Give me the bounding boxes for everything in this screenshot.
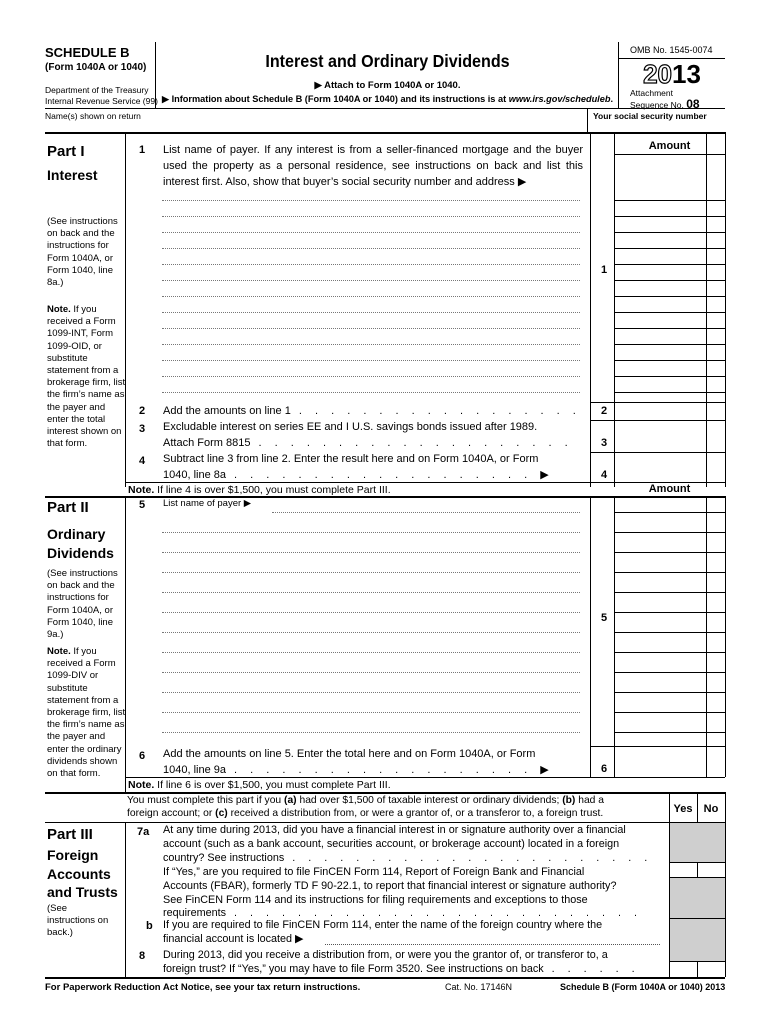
line6-number: 6: [139, 750, 146, 762]
payer-row[interactable]: [162, 328, 580, 329]
fbar-no-checkbox[interactable]: [698, 905, 725, 918]
line7a-text-4: If “Yes,” are you required to file FinCEN Form 114, Report of Foreign Bank and Financial: [163, 866, 585, 878]
tax-year: 2013: [643, 59, 701, 89]
payer-row[interactable]: [162, 532, 580, 533]
payer-row[interactable]: [162, 344, 580, 345]
fbar-yes-checkbox[interactable]: [670, 905, 697, 918]
part2-amount-header: Amount: [648, 483, 691, 495]
line7a-number: 7a: [137, 826, 150, 838]
info-instruction: ▶ Information about Schedule B (Form 1040A or 1040) and its instructions is at www.irs.gov/scheduleb.: [161, 94, 614, 104]
line7a-text-1: At any time during 2013, did you have a financial interest in or signature authority over a financial: [163, 824, 626, 836]
line6-note: Note. If line 6 is over $1,500, you must complete Part III.: [128, 779, 391, 791]
sequence-number: 08: [686, 97, 700, 111]
payer-row[interactable]: [162, 732, 580, 733]
line2-text: Add the amounts on line 1 . . . . . . . . . . . . . . . . . .: [163, 405, 581, 417]
omb-number: OMB No. 1545-0074: [630, 45, 713, 55]
payer-row[interactable]: [162, 572, 580, 573]
line3-number: 3: [139, 423, 146, 435]
line8-yes-checkbox[interactable]: [670, 962, 697, 977]
form-label: (Form 1040A or 1040): [45, 62, 147, 73]
line8-number: 8: [139, 950, 146, 962]
line5-amount-field[interactable]: [615, 497, 705, 745]
payer-row[interactable]: [162, 552, 580, 553]
payer-row[interactable]: [162, 632, 580, 633]
payer-row[interactable]: [162, 248, 580, 249]
payer-row[interactable]: [162, 612, 580, 613]
form-title: Interest and Ordinary Dividends: [265, 51, 510, 71]
line7a-yes-checkbox[interactable]: [670, 863, 697, 877]
line7a-no-checkbox[interactable]: [698, 863, 725, 877]
line7b-text-1: If you are required to file FinCEN Form 114, enter the name of the foreign country where the: [163, 919, 603, 931]
payer-row[interactable]: [162, 200, 580, 201]
line6-box: 6: [600, 763, 608, 775]
footer-form-id: Schedule B (Form 1040A or 1040) 2013: [560, 982, 726, 992]
payer-row[interactable]: [162, 264, 580, 265]
payer-row[interactable]: [162, 712, 580, 713]
names-field[interactable]: [45, 110, 587, 132]
payer-row[interactable]: [162, 672, 580, 673]
line4-text-b: 1040, line 8a . . . . . . . . . . . . . . . . . . . ▶: [163, 469, 554, 481]
line7b-number: b: [146, 920, 153, 932]
part3-side-instructions: (See instructions on back.): [47, 903, 109, 939]
part3-subtitle2: Accounts: [47, 866, 111, 882]
ssn-label: Your social security number: [593, 111, 707, 121]
line1-text: List name of payer. If any interest is from a seller-financed mortgage and the buyer used the property as a personal residence, see instructions on back and list this interest first. Also, show that buyer’s social security number and address ▶: [163, 144, 583, 188]
payer-row[interactable]: [272, 512, 580, 513]
line7a-text-7: requirements . . . . . . . . . . . . . . . . . . . . . . . . . .: [163, 907, 643, 919]
dept-line2: Internal Revenue Service (99): [45, 96, 158, 106]
line6-amount-field[interactable]: [615, 747, 705, 776]
line4-box: 4: [600, 469, 608, 481]
part3-title: Part III: [47, 826, 93, 843]
attach-instruction: ▶ Attach to Form 1040A or 1040.: [314, 80, 461, 91]
footer-cat-number: Cat. No. 17146N: [445, 982, 513, 992]
payer-row[interactable]: [162, 652, 580, 653]
schedule-label: SCHEDULE B: [45, 45, 130, 60]
line7a-text-3: country? See instructions . . . . . . . . . . . . . . . . . . . . . . .: [163, 852, 653, 864]
line8-text-1: During 2013, did you receive a distribution from, or were you the grantor of, or transferor to, a: [163, 949, 608, 961]
line4-note: Note. If line 4 is over $1,500, you must complete Part III.: [128, 484, 391, 496]
line7a-text-5: Accounts (FBAR), formerly TD F 90-22.1, to report that financial interest or signature authority?: [163, 880, 617, 892]
attachment-label: Attachment: [630, 88, 673, 98]
payer-row[interactable]: [162, 296, 580, 297]
line5-box: 5: [600, 612, 608, 624]
sequence-label: Sequence No. 08: [630, 97, 700, 111]
payer-row[interactable]: [162, 216, 580, 217]
part3-intro-line1: You must complete this part if you (a) had over $1,500 of taxable interest or ordinary dividends; (b) had a: [127, 795, 604, 806]
payer-row[interactable]: [162, 360, 580, 361]
names-label: Name(s) shown on return: [45, 111, 141, 121]
line7a-text-2: account (such as a bank account, securities account, or brokerage account) located in a foreign: [163, 838, 620, 850]
line5-number: 5: [139, 499, 146, 511]
no-header: No: [703, 803, 719, 815]
payer-row[interactable]: [162, 232, 580, 233]
line4-amount-field[interactable]: [615, 453, 705, 482]
yes-header: Yes: [673, 803, 693, 815]
foreign-country-field[interactable]: [325, 944, 660, 945]
line2-number: 2: [139, 405, 146, 417]
line3-text-b: Attach Form 8815 . . . . . . . . . . . . . . . . . . . .: [163, 437, 573, 449]
line3-text-a: Excludable interest on series EE and I U.S. savings bonds issued after 1989.: [163, 421, 538, 433]
part1-subtitle: Interest: [47, 167, 98, 183]
line2-amount-field[interactable]: [615, 403, 705, 420]
part3-subtitle1: Foreign: [47, 847, 99, 863]
part2-title: Part II: [47, 499, 89, 516]
line3-amount-field[interactable]: [615, 421, 705, 452]
line6-text-a: Add the amounts on line 5. Enter the total here and on Form 1040A, or Form: [163, 748, 536, 760]
line4-number: 4: [139, 455, 146, 467]
line7a-text-6: See FinCEN Form 114 and its instructions for filing requirements and exceptions to those: [163, 894, 588, 906]
payer-row[interactable]: [162, 692, 580, 693]
line4-text-a: Subtract line 3 from line 2. Enter the result here and on Form 1040A, or Form: [163, 453, 539, 465]
footer-paperwork-notice: For Paperwork Reduction Act Notice, see your tax return instructions.: [45, 982, 361, 993]
part1-note: Note. If you received a Form 1099-INT, Form 1099-OID, or substitute statement from a brokerage firm, list the firm’s name as the payer and enter the total interest shown on that form.: [47, 304, 126, 450]
part1-side-instructions: (See instructions on back and the instructions for Form 1040A, or Form 1040, line 8a.): [47, 216, 118, 289]
line6-text-b: 1040, line 9a . . . . . . . . . . . . . . . . . . . ▶: [163, 764, 554, 776]
line5-text: List name of payer ▶: [163, 498, 252, 509]
line2-box: 2: [600, 405, 608, 417]
line7b-text-2: financial account is located ▶: [163, 933, 304, 945]
payer-row[interactable]: [162, 312, 580, 313]
part2-side-instructions: (See instructions on back and the instructions for Form 1040A, or Form 1040, line 9a.): [47, 568, 118, 641]
line1-amount-field[interactable]: [615, 155, 705, 401]
payer-row[interactable]: [162, 376, 580, 377]
ssn-field[interactable]: [590, 120, 725, 132]
part3-intro-line2: foreign account; or (c) received a distribution from, or were a grantor of, or a transferor to, a foreign trust.: [127, 808, 604, 819]
part1-title: Part I: [47, 143, 85, 160]
line3-box: 3: [600, 437, 608, 449]
part3-subtitle3: and Trusts: [47, 884, 118, 900]
part2-note: Note. If you received a Form 1099-DIV or substitute statement from a brokerage firm, list the firm’s name as the payer and enter the ordinary dividends shown on that form.: [47, 646, 126, 780]
line8-no-checkbox[interactable]: [698, 962, 725, 977]
payer-row[interactable]: [162, 392, 580, 393]
irs-url[interactable]: www.irs.gov/scheduleb: [508, 94, 611, 104]
line1-number: 1: [139, 144, 146, 156]
line8-text-2: foreign trust? If “Yes,” you may have to file Form 3520. See instructions on back . . . . . .: [163, 963, 640, 975]
payer-row[interactable]: [162, 280, 580, 281]
part2-subtitle1: Ordinary: [47, 526, 106, 542]
part2-subtitle2: Dividends: [47, 545, 114, 561]
part1-amount-header: Amount: [648, 140, 691, 152]
line1-box: 1: [600, 264, 608, 276]
payer-row[interactable]: [162, 592, 580, 593]
dept-line1: Department of the Treasury: [45, 85, 149, 95]
